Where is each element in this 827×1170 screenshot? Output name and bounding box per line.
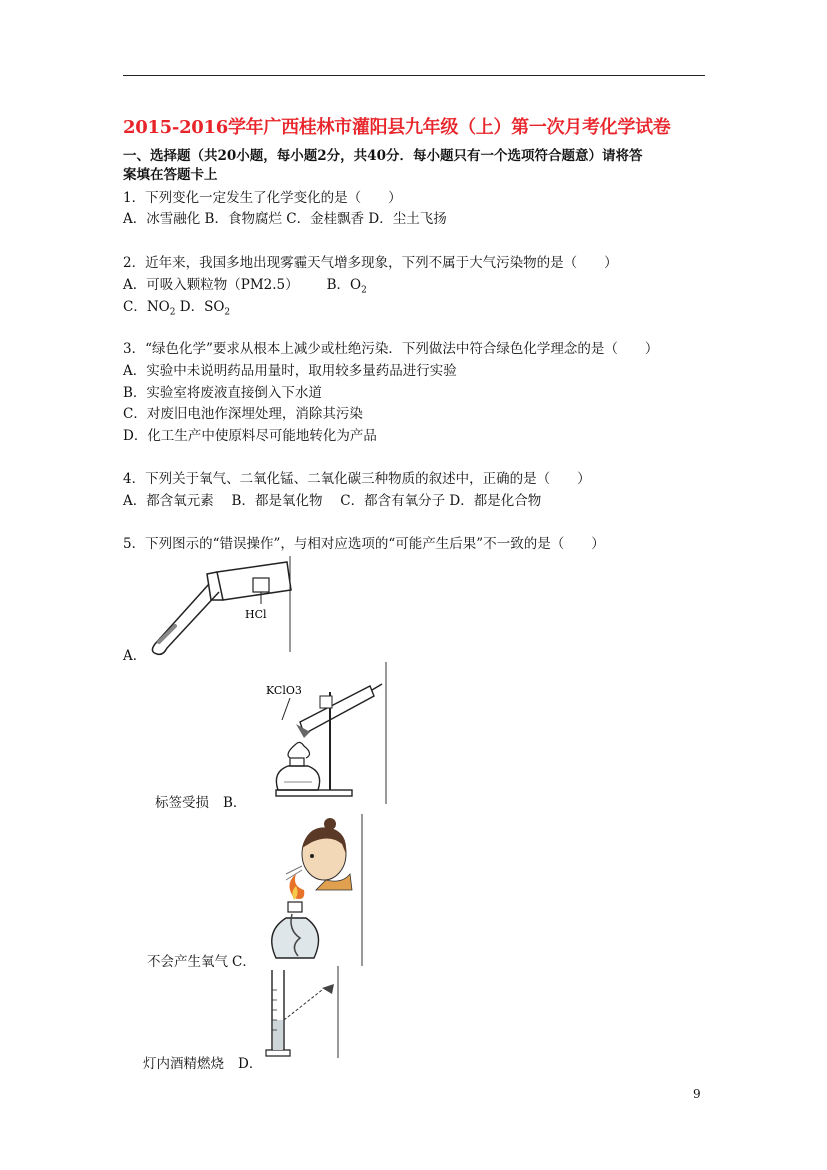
q5-stem: 5．下列图示的“错误操作”，与相对应选项的“可能产生后果”不一致的是（ ）: [123, 536, 605, 552]
q5-caption-c-letter: C．: [232, 954, 256, 970]
q5-caption-d-text: 灯内酒精燃烧: [143, 1056, 224, 1072]
q2-option-c-sub: 2: [169, 307, 176, 318]
page-number: 9: [693, 1087, 701, 1101]
q5-caption-d: [143, 1052, 262, 1072]
q2-option-b-sub: 2: [361, 285, 367, 296]
q2-options-cd: [123, 298, 230, 322]
q5-caption-b-letter: B．: [223, 795, 247, 811]
q2-option-a: A．可吸入颗粒物（PM2.5）: [123, 277, 299, 293]
q3-stem: 3．“绿色化学”要求从根本上减少或杜绝污染．下列做法中符合绿色化学理念的是（ ）: [123, 341, 659, 357]
q5-caption-c-text: 不会产生氧气: [147, 954, 228, 970]
q4-options: A．都含氧元素 B．都是氧化物 C．都含有氧分子 D．都是化合物: [123, 493, 542, 509]
figure-a-label: HCl: [245, 608, 267, 621]
q3-option-d: D．化工生产中使原料尽可能地转化为产品: [123, 428, 377, 444]
q1-options: A．冰雪融化 B．食物腐烂 C．金桂飘香 D．尘土飞扬: [123, 211, 447, 227]
page-title: 2015-2016学年广西桂林市灌阳县九年级（上）第一次月考化学试卷: [123, 117, 671, 138]
q3-option-c: C．对废旧电池作深埋处理，消除其污染: [123, 406, 363, 422]
q5-caption-b-text: 标签受损: [155, 795, 209, 811]
q4-stem: 4．下列关于氧气、二氧化锰、二氧化碳三种物质的叙述中，正确的是（ ）: [123, 471, 591, 487]
q2-stem: 2．近年来，我国多地出现雾霾天气增多现象，下列不属于大气污染物的是（ ）: [123, 255, 618, 271]
q2-options-ab: [123, 276, 367, 300]
q2-option-c: C．NO: [123, 299, 170, 315]
q5-caption-c: [147, 950, 256, 970]
header-rule: [123, 75, 705, 76]
figure-a-pouring-illustration: [145, 556, 295, 660]
figure-d-cylinder-illustration: [262, 966, 344, 1062]
q2-option-d: D．SO: [179, 299, 225, 315]
q2-option-d-sub: 2: [224, 307, 231, 318]
q5-option-a: A．: [123, 648, 147, 664]
q3-option-a: A．实验中未说明药品用量时，取用较多量药品进行实验: [123, 363, 457, 379]
q3-option-b: B．实验室将废液直接倒入下水道: [123, 385, 322, 401]
section-heading-cont: 案填在答题卡上: [123, 167, 218, 183]
figure-b-label: KClO3: [266, 684, 302, 697]
section-heading: 一、选择题（共20小题，每小题2分，共40分．每小题只有一个选项符合题意）请将答: [123, 148, 643, 164]
figure-b-heating-illustration: [260, 662, 390, 804]
figure-c-blowing-lamp-illustration: [260, 814, 366, 966]
q5-caption-d-letter: D．: [238, 1056, 263, 1072]
q1-stem: 1．下列变化一定发生了化学变化的是（ ）: [123, 190, 402, 206]
q5-caption-b: [155, 791, 246, 811]
q2-option-b: B．O: [326, 277, 362, 293]
